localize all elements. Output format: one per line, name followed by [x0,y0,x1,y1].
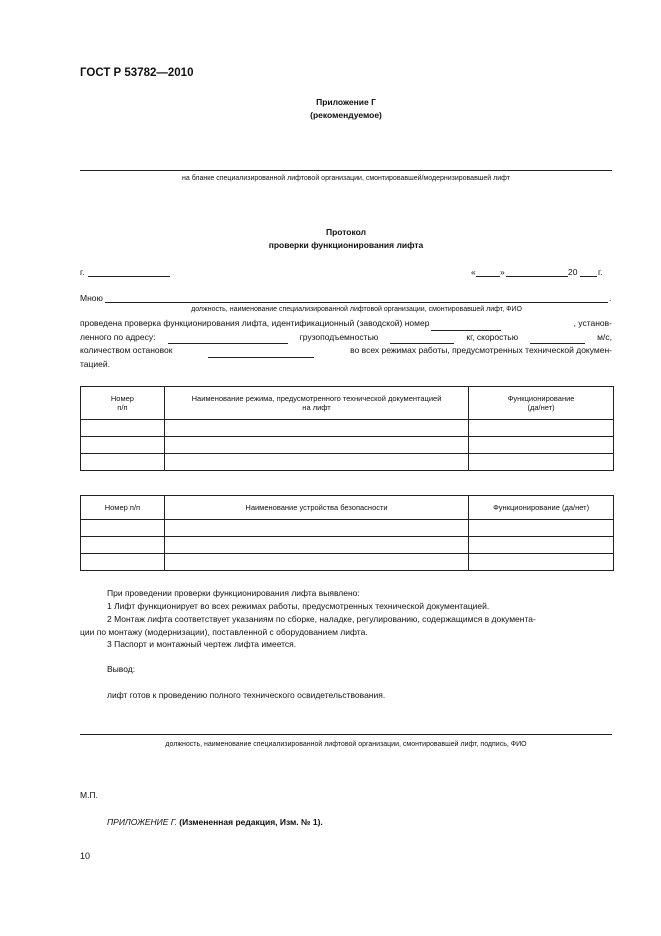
body-line2-d: м/с, [597,331,612,342]
body-line2-c: кг, скоростью [466,331,519,342]
table-cell[interactable] [164,437,468,454]
serial-blank [431,317,501,331]
signature-line [80,734,612,735]
date-quote-close: » [500,267,505,277]
table-cell[interactable] [164,454,468,471]
by-period: . [609,293,612,303]
capacity-blank [390,331,454,345]
finding-item-3: 3 Паспорт и монтажный чертеж лифта имеется. [107,639,297,649]
body-line2-a: ленного по адресу: [80,331,156,342]
conclusion-text: лифт готов к проведению полного технического освидетельствования. [107,690,386,700]
page-number: 10 [80,851,91,861]
body-line3-b: во всех режимах работы, предусмотренных технической докумен- [350,345,612,355]
table-cell[interactable] [469,537,614,554]
modes-table [80,386,614,471]
table-cell[interactable] [469,437,614,454]
table-row [81,554,614,571]
table-row [81,420,614,437]
findings-intro: При проведении проверки функционирования лифта выявлено: [107,588,360,598]
safety-table-header [81,496,614,520]
table-cell[interactable] [81,437,165,454]
date-year-suffix: г. [598,267,603,277]
by-caption: должность, наименование специализированной лифтовой организации, смонтировавшей лифт, ФИО [191,306,522,313]
protocol-title: Протокол [325,227,367,237]
body-line3-a: количеством остановок [80,345,173,355]
date-year-prefix: 20 [568,267,578,277]
appendix-subtitle: (рекомендуемое) [310,110,382,120]
table-cell[interactable] [469,420,614,437]
footnote-italic: ПРИЛОЖЕНИЕ Г. [107,817,177,827]
date-quote-open: « [471,267,476,277]
modes-col-number: Номер п/п [81,387,165,420]
body-paragraph [80,317,612,370]
safety-devices-table [80,495,614,571]
table-cell[interactable] [164,420,468,437]
table-cell[interactable] [81,554,165,571]
modes-col-mode: Наименование режима, предусмотренного технической документацией на лифт [164,387,468,420]
safety-col-device: Наименование устройства безопасности [164,496,468,520]
finding-item-2b: ции по монтажу (модернизации), поставленной с оборудованием лифта. [80,627,368,637]
date-year-blank [580,276,597,277]
safety-col-function: Функционирование (да/нет) [469,496,614,520]
table-cell[interactable] [164,520,468,537]
body-line1-a: проведена проверка функционирования лифта, идентификационный (заводской) номер [80,318,430,328]
body-line1-b: , установ- [573,318,612,328]
table-row [81,520,614,537]
blank-caption: на бланке специализированной лифтовой организации, смонтировавшей/модернизировавшей лифт [182,175,510,182]
place-blank [88,276,170,277]
by-label: Мною [80,293,103,303]
table-row [81,454,614,471]
stamp-place: М.П. [80,790,98,800]
standard-number: ГОСТ Р 53782—2010 [80,67,194,79]
appendix-title: Приложение Г [316,97,376,107]
signature-caption: должность, наименование специализированной лифтовой организации, смонтировавшей лифт, подпись, ФИО [165,741,527,748]
date-month-blank [506,276,568,277]
by-blank [105,302,608,303]
safety-col-number: Номер п/п [81,496,165,520]
table-cell[interactable] [469,454,614,471]
body-line4: тацией. [80,358,110,369]
footnote-bold: (Измененная редакция, Изм. № 1). [179,817,323,827]
table-cell[interactable] [469,554,614,571]
place-prefix: г. [80,267,85,277]
protocol-subtitle: проверки функционирования лифта [268,240,424,250]
finding-item-2a: 2 Монтаж лифта соответствует указаниям по сборке, наладке, регулированию, содержащимся в документа- [107,614,536,624]
date-day-blank [476,276,500,277]
modes-col-function: Функционирование (да/нет) [469,387,614,420]
table-cell[interactable] [81,454,165,471]
table-cell[interactable] [164,554,468,571]
body-line2-b: грузоподъемностью [299,331,379,342]
footnote [107,817,323,827]
table-cell[interactable] [81,420,165,437]
table-cell[interactable] [81,537,165,554]
finding-item-1: 1 Лифт функционирует во всех режимах работы, предусмотренных технической документацией. [107,601,490,611]
table-cell[interactable] [469,520,614,537]
table-row [81,437,614,454]
speed-blank [530,331,585,345]
table-cell[interactable] [164,537,468,554]
address-blank [168,331,288,345]
blank-line [80,170,612,171]
table-cell[interactable] [81,520,165,537]
table-row [81,537,614,554]
conclusion-label: Вывод: [107,664,136,674]
stops-blank [208,344,314,358]
modes-table-header [81,387,614,420]
